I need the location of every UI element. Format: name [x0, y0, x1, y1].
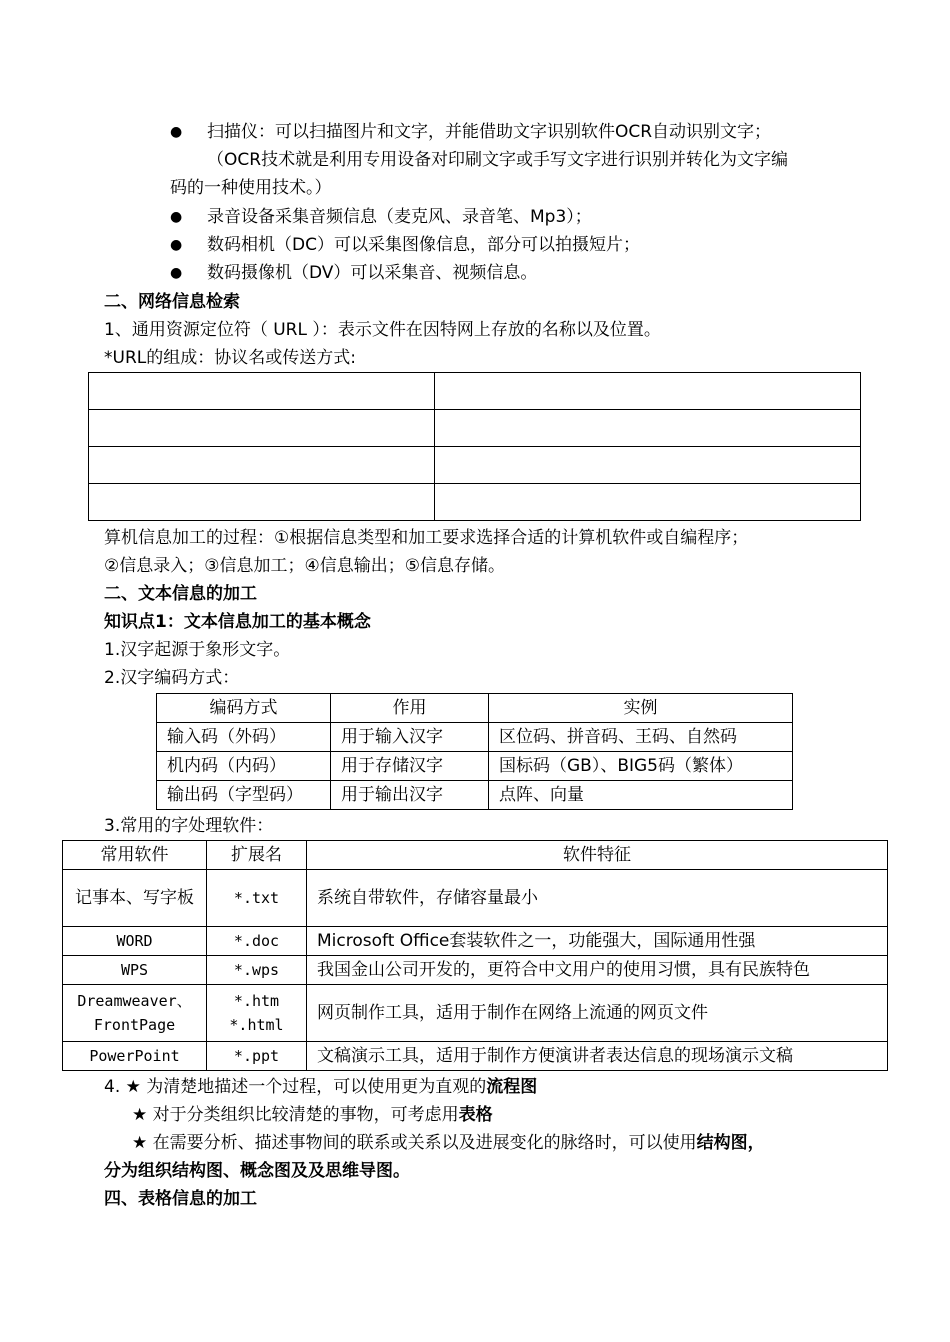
software-ext: *.wps — [207, 956, 307, 985]
bullet-camera: 数码相机（DC）可以采集图像信息，部分可以拍摄短片； — [207, 235, 640, 255]
encoding-cell: 输入码（外码） — [157, 723, 331, 752]
software-header: 扩展名 — [207, 841, 307, 870]
bullet-audio: 录音设备采集音频信息（麦克风、录音笔、Mp3）； — [207, 207, 592, 227]
item-4-text: 对于分类组织比较清楚的事物，可考虑用 — [152, 1105, 459, 1125]
url-table-cell — [89, 410, 435, 447]
url-table-cell — [89, 373, 435, 410]
url-table-cell — [89, 447, 435, 484]
section-heading-table: 四、表格信息的加工 — [104, 1189, 257, 1209]
process-line2: ②信息录入；③信息加工；④信息输出；⑤信息存储。 — [104, 556, 505, 576]
software-name: PowerPoint — [63, 1042, 207, 1071]
software-name: Dreamweaver、FrontPage — [63, 985, 207, 1042]
software-table — [62, 840, 888, 1071]
software-header: 软件特征 — [307, 841, 888, 870]
software-name: WORD — [63, 927, 207, 956]
item-1: 1.汉字起源于象形文字。 — [104, 640, 291, 660]
url-definition: 1、通用资源定位符（ URL ）：表示文件在因特网上存放的名称以及位置。 — [104, 320, 661, 340]
star-icon: ★ — [132, 1105, 148, 1125]
encoding-header: 编码方式 — [157, 694, 331, 723]
software-feature: 文稿演示工具，适用于制作方便演讲者表达信息的现场演示文稿 — [307, 1042, 888, 1071]
software-ext: *.doc — [207, 927, 307, 956]
software-ext: *.txt — [207, 870, 307, 927]
encoding-cell: 用于输出汉字 — [331, 781, 489, 810]
software-ext: *.ppt — [207, 1042, 307, 1071]
item-4-text: 为清楚地描述一个过程，可以使用更为直观的 — [146, 1077, 487, 1097]
item-4-line2 — [132, 1103, 493, 1127]
bullet-icon: ● — [170, 265, 183, 281]
encoding-cell: 区位码、拼音码、王码、自然码 — [489, 723, 793, 752]
item-4-line3 — [132, 1131, 765, 1155]
software-ext: *.htm *.html — [207, 985, 307, 1042]
item-4-bold: 表格 — [458, 1105, 493, 1125]
star-icon: ★ — [132, 1133, 148, 1153]
bullet-icon: ● — [170, 237, 183, 253]
url-table — [88, 372, 861, 521]
bullet-scanner: 扫描仪：可以扫描图片和文字，并能借助文字识别软件OCR自动识别文字； — [207, 122, 772, 142]
software-name: 记事本、写字板 — [63, 870, 207, 927]
item-4-bold: 流程图 — [486, 1077, 538, 1097]
url-table-cell — [435, 410, 861, 447]
item-4-bold: 结构图， — [696, 1133, 765, 1153]
url-composition: *URL的组成：协议名或传送方式: — [104, 348, 356, 368]
item-4-text: 在需要分析、描述事物间的联系或关系以及进展变化的脉络时，可以使用 — [152, 1133, 697, 1153]
software-feature: 我国金山公司开发的，更符合中文用户的使用习惯，具有民族特色 — [307, 956, 888, 985]
encoding-cell: 机内码（内码） — [157, 752, 331, 781]
star-icon: ★ — [125, 1077, 141, 1097]
software-feature: 系统自带软件，存储容量最小 — [307, 870, 888, 927]
url-table-cell — [435, 484, 861, 521]
encoding-cell: 点阵、向量 — [489, 781, 793, 810]
url-table-cell — [435, 447, 861, 484]
encoding-cell: 用于输入汉字 — [331, 723, 489, 752]
url-table-cell — [89, 484, 435, 521]
software-header: 常用软件 — [63, 841, 207, 870]
item-2: 2.汉字编码方式： — [104, 668, 240, 688]
knowledge-point-1: 知识点1：文本信息加工的基本概念 — [104, 612, 371, 632]
encoding-cell: 输出码（字型码） — [157, 781, 331, 810]
process-line1: 算机信息加工的过程：①根据信息类型和加工要求选择合适的计算机软件或自编程序； — [104, 528, 749, 548]
encoding-header: 作用 — [331, 694, 489, 723]
software-feature: 网页制作工具，适用于制作在网络上流通的网页文件 — [307, 985, 888, 1042]
encoding-header: 实例 — [489, 694, 793, 723]
section-heading-text: 二、文本信息的加工 — [104, 584, 257, 604]
encoding-cell: 国标码（GB）、BIG5码（繁体） — [489, 752, 793, 781]
ocr-note-line1: （OCR技术就是利用专用设备对印刷文字或手写文字进行识别并转化为文字编 — [207, 150, 789, 170]
encoding-cell: 用于存储汉字 — [331, 752, 489, 781]
software-name: WPS — [63, 956, 207, 985]
encoding-table — [156, 693, 793, 810]
ocr-note-line2: 码的一种使用技术。） — [170, 178, 332, 198]
url-table-cell — [435, 373, 861, 410]
item-4-line1 — [104, 1075, 537, 1099]
section-heading-network: 二、网络信息检索 — [104, 292, 240, 312]
item-4-number: 4. — [104, 1077, 121, 1097]
bullet-icon: ● — [170, 124, 183, 140]
item-3: 3.常用的字处理软件： — [104, 816, 274, 836]
software-feature: Microsoft Office套装软件之一，功能强大，国际通用性强 — [307, 927, 888, 956]
item-4-line4: 分为组织结构图、概念图及及思维导图。 — [104, 1161, 410, 1181]
bullet-icon: ● — [170, 209, 183, 225]
bullet-video: 数码摄像机（DV）可以采集音、视频信息。 — [207, 263, 538, 283]
